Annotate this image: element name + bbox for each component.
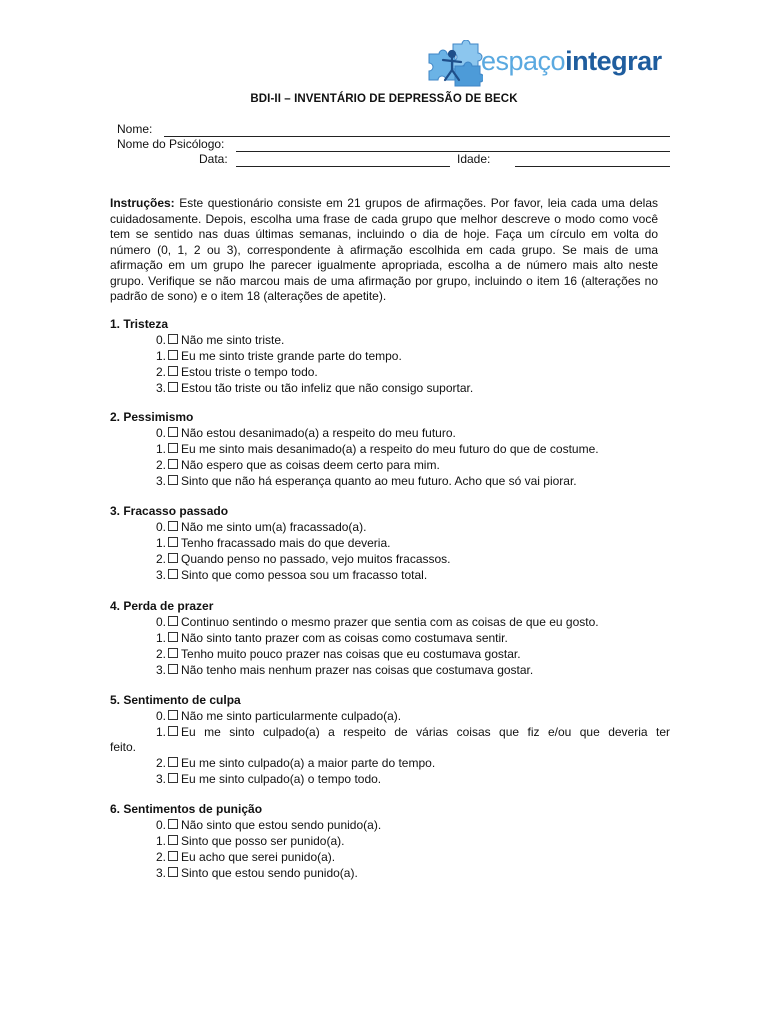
answer-text: Estou triste o tempo todo.	[181, 365, 318, 379]
answer-text: Não estou desanimado(a) a respeito do meu futuro.	[181, 426, 456, 440]
checkbox-icon[interactable]	[168, 664, 178, 674]
answer-number: 2.	[156, 850, 167, 864]
answer-number: 0.	[156, 333, 167, 347]
question-title: 3. Fracasso passado	[110, 504, 229, 518]
answer-text: Tenho fracassado mais do que deveria.	[181, 536, 391, 550]
answer-text: Eu me sinto culpado(a) a respeito de várias coisas que fiz e/ou que deveria ter	[181, 725, 670, 739]
answer-number: 3.	[156, 381, 167, 395]
answer-text: Não me sinto triste.	[181, 333, 285, 347]
answer-text: Não espero que as coisas deem certo para mim.	[181, 458, 440, 472]
answer-number: 3.	[156, 866, 167, 880]
checkbox-icon[interactable]	[168, 648, 178, 658]
answer-option[interactable]	[110, 348, 670, 364]
checkbox-icon[interactable]	[168, 537, 178, 547]
answer-line	[156, 724, 670, 740]
checkbox-icon[interactable]	[168, 819, 178, 829]
psicologo-label: Nome do Psicólogo:	[117, 137, 225, 151]
answer-text: Não tenho mais nenhum prazer nas coisas que costumava gostar.	[181, 663, 534, 677]
checkbox-icon[interactable]	[168, 710, 178, 720]
question-group	[110, 598, 670, 678]
page-title: BDI-II – INVENTÁRIO DE DEPRESSÃO DE BECK	[250, 93, 518, 105]
answer-number: 3.	[156, 663, 167, 677]
checkbox-icon[interactable]	[168, 851, 178, 861]
answer-option[interactable]	[110, 380, 670, 396]
answer-option[interactable]	[110, 535, 670, 551]
answer-text: Eu me sinto triste grande parte do tempo.	[181, 349, 402, 363]
checkbox-icon[interactable]	[168, 521, 178, 531]
answer-text: Não sinto que estou sendo punido(a).	[181, 818, 382, 832]
answer-text: Não me sinto um(a) fracassado(a).	[181, 520, 367, 534]
checkbox-icon[interactable]	[168, 553, 178, 563]
question-group	[110, 409, 670, 489]
idade-label: Idade:	[457, 152, 491, 166]
answer-text: Sinto que estou sendo punido(a).	[181, 866, 358, 880]
answer-number: 2.	[156, 552, 167, 566]
question-title: 5. Sentimento de culpa	[110, 693, 241, 707]
answer-text: Tenho muito pouco prazer nas coisas que eu costumava gostar.	[181, 647, 521, 661]
answer-number: 0.	[156, 709, 167, 723]
puzzle-logo-icon	[425, 40, 483, 88]
answer-text: Sinto que como pessoa sou um fracasso total.	[181, 568, 428, 582]
question-group	[110, 801, 670, 881]
answer-number: 3.	[156, 568, 167, 582]
answer-number: 0.	[156, 615, 167, 629]
nome-field[interactable]	[164, 136, 670, 137]
checkbox-icon[interactable]	[168, 632, 178, 642]
checkbox-icon[interactable]	[168, 350, 178, 360]
checkbox-icon[interactable]	[168, 773, 178, 783]
answer-option[interactable]	[110, 551, 670, 567]
answer-option[interactable]	[110, 833, 670, 849]
brand-logo	[425, 40, 663, 88]
checkbox-icon[interactable]	[168, 867, 178, 877]
answer-option[interactable]	[110, 865, 670, 881]
answer-option[interactable]	[110, 817, 670, 833]
checkbox-icon[interactable]	[168, 757, 178, 767]
answer-number: 0.	[156, 520, 167, 534]
answer-text: Sinto que posso ser punido(a).	[181, 834, 345, 848]
answer-text: Quando penso no passado, vejo muitos fracassos.	[181, 552, 451, 566]
checkbox-icon[interactable]	[168, 726, 178, 736]
answer-option[interactable]	[110, 630, 670, 646]
instructions-text: Este questionário consiste em 21 grupos de afirmações. Por favor, leia cada uma delas cuidadosamente. Depois, escolha uma frase de cada grupo que melhor descreve o modo como você tem se sentido nas duas últimas semanas, incluindo o dia de hoje. Faça um círculo em volta do número (0, 1, 2 ou 3), correspondente à afirmação escolhida em cada grupo. Se mais de uma afirmação em um grupo lhe parecer igualmente apropriada, escolha a de número mais alto neste grupo. Verifique se não marcou mais de uma afirmação por grupo, incluindo o item 16 (alterações no padrão de sono) e o item 18 (alterações de apetite).	[110, 196, 658, 303]
nome-label: Nome:	[117, 122, 153, 136]
answer-text: Eu acho que serei punido(a).	[181, 850, 336, 864]
brand-wordmark	[481, 46, 662, 77]
answer-number: 1.	[156, 536, 167, 550]
question-group	[110, 692, 670, 787]
checkbox-icon[interactable]	[168, 334, 178, 344]
checkbox-icon[interactable]	[168, 569, 178, 579]
answer-number: 1.	[156, 349, 167, 363]
instructions-paragraph	[110, 196, 658, 305]
answer-text-continued: feito.	[110, 740, 137, 754]
answer-option[interactable]	[110, 425, 670, 441]
answer-option[interactable]	[110, 332, 670, 348]
answer-number: 2.	[156, 458, 167, 472]
question-group	[110, 316, 670, 396]
question-title: 2. Pessimismo	[110, 410, 194, 424]
answer-option[interactable]	[110, 755, 670, 771]
psicologo-field[interactable]	[236, 151, 670, 152]
answer-option[interactable]	[110, 614, 670, 630]
answer-option[interactable]	[110, 646, 670, 662]
answer-option[interactable]	[110, 662, 670, 678]
answer-text: Não me sinto particularmente culpado(a).	[181, 709, 402, 723]
answer-option[interactable]	[110, 771, 670, 787]
answer-option[interactable]	[110, 708, 670, 724]
answer-number: 1.	[156, 834, 167, 848]
idade-field[interactable]	[515, 166, 670, 167]
answer-number: 2.	[156, 647, 167, 661]
answer-option[interactable]	[110, 849, 670, 865]
brand-word-light: espaço	[481, 46, 566, 76]
answer-number: 3.	[156, 772, 167, 786]
checkbox-icon[interactable]	[168, 459, 178, 469]
answer-text: Não sinto tanto prazer com as coisas como costumava sentir.	[181, 631, 508, 645]
answer-text: Eu me sinto culpado(a) a maior parte do tempo.	[181, 756, 436, 770]
answer-number: 1.	[156, 631, 167, 645]
answer-number: 2.	[156, 756, 167, 770]
answer-option[interactable]	[110, 724, 670, 755]
answer-number: 0.	[156, 426, 167, 440]
checkbox-icon[interactable]	[168, 427, 178, 437]
question-group	[110, 503, 670, 583]
answer-text: Eu me sinto culpado(a) o tempo todo.	[181, 772, 382, 786]
question-title: 6. Sentimentos de punição	[110, 802, 263, 816]
answer-text: Continuo sentindo o mesmo prazer que sentia com as coisas de que eu gosto.	[181, 615, 599, 629]
answer-number: 1.	[156, 725, 167, 739]
data-label: Data:	[199, 152, 228, 166]
brand-word-bold: integrar	[565, 46, 662, 76]
checkbox-icon[interactable]	[168, 475, 178, 485]
answer-option[interactable]	[110, 519, 670, 535]
question-title: 1. Tristeza	[110, 317, 169, 331]
checkbox-icon[interactable]	[168, 835, 178, 845]
answer-option[interactable]	[110, 441, 670, 457]
answer-text: Estou tão triste ou tão infeliz que não consigo suportar.	[181, 381, 474, 395]
answer-option[interactable]	[110, 364, 670, 380]
question-title: 4. Perda de prazer	[110, 599, 214, 613]
data-field[interactable]	[236, 166, 450, 167]
answer-number: 1.	[156, 442, 167, 456]
answer-option[interactable]	[110, 457, 670, 473]
checkbox-icon[interactable]	[168, 366, 178, 376]
answer-number: 0.	[156, 818, 167, 832]
answer-text: Eu me sinto mais desanimado(a) a respeito do meu futuro do que de costume.	[181, 442, 599, 456]
answer-option[interactable]	[110, 473, 670, 489]
instructions-lead: Instruções:	[110, 196, 175, 210]
answer-number: 3.	[156, 474, 167, 488]
answer-number: 2.	[156, 365, 167, 379]
answer-text: Sinto que não há esperança quanto ao meu futuro. Acho que só vai piorar.	[181, 474, 577, 488]
checkbox-icon[interactable]	[168, 382, 178, 392]
answer-option[interactable]	[110, 567, 670, 583]
checkbox-icon[interactable]	[168, 443, 178, 453]
checkbox-icon[interactable]	[168, 616, 178, 626]
